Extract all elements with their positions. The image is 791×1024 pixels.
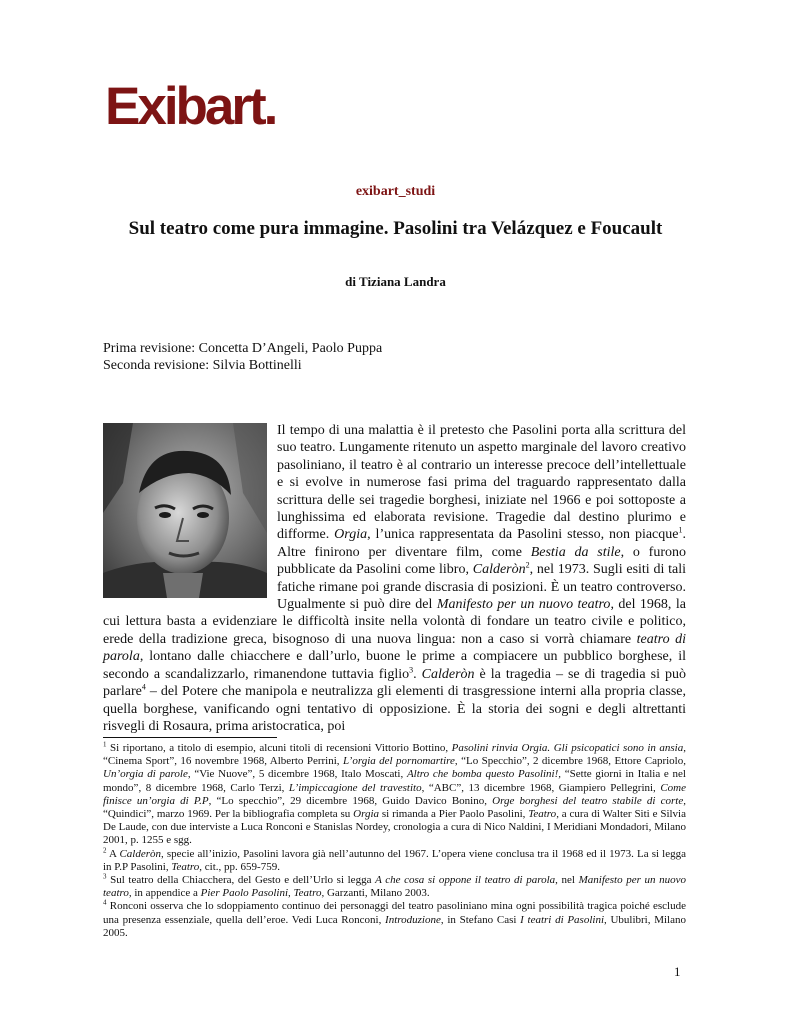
page-number: 1	[674, 964, 681, 979]
footnote-ref-2[interactable]: 2	[525, 560, 530, 570]
footnote-ref-3[interactable]: 3	[409, 665, 414, 675]
footnote-3: $^3$ Sul teatro della Chiacchera, del Gesto e dell’Urlo si legga A che cosa si oppone il teatro di parola, nel Manifesto per un nuovo teatro, in appendice a Pier Paolo Pasolini, Teatro, Garzanti, Milano 2003.	[103, 872, 686, 900]
footnote-ref-1[interactable]: 1	[678, 525, 683, 535]
body-paragraph: Il tempo di una malattia è il pretesto che Pasolini porta alla scrittura del suo teatro. Lungamente ritenuto un aspetto marginale del lavoro creativo pasoliniano, il teatro è al contrario un interesse precoce dell’intellettuale e si evolve in numerose fasi prima del traguardo rappresentato dalla scrittura delle sei tragedie borghesi, iniziate nel 1966 e poi sottoposte a lunghissima ed elaborata revisione. Tragedie dal destino plurimo e difforme. Orgia, l’unica rappresentata da Pasolini stesso, non piacque$^1$. Altre finirono per diventare film, come Bestia da stile, o furono pubblicate da Pasolini come libro, Calderòn$^2$, nel 1973. Sugli esiti di tali fatiche rimane poi grande discrasia di posizioni. È un teatro controverso. Ugualmente si può dire del Manifesto per un nuovo teatro, del 1968, la cui lettura basta a evidenziare le difficoltà insite nella volontà di fondare un teatro civile e politico, erede della tradizione greca, bisognoso di una nuova lingua: non a caso si vorrà chiamare teatro di parola, lontano dalle chiacchere e dall’urlo, buone le prime a compiacere un pubblico borghese, il secondo a scandalizzarlo, rimanendone tuttavia figlio$^3$. Calderòn è la tragedia – se di tragedia si può parlare$^4$ – del Potere che manipola e neutralizza gli elementi di trasgressione interni alla propria classe, quella borghese, vanificando ogni tentativo di opposizione. È la storia dei sogni e degli altrettanti risvegli di Rosaura, prima aristocratica, poi	[103, 423, 687, 734]
first-revision: Prima revisione: Concetta D’Angeli, Paolo Puppa	[103, 341, 383, 356]
footnotes-block	[103, 742, 686, 940]
footnote-divider	[103, 737, 277, 738]
exibart-logo: Exibart.	[105, 77, 276, 136]
footnote-1: $^1$ Si riportano, a titolo di esempio, alcuni titoli di recensioni Vittorio Bottino, Pasolini rinvia Orgia. Gli psicopatici sono in ansia, “Cinema Sport”, 16 novembre 1968, Alberto Perrini, L’orgia del pornomartire, “Lo Specchio”, 2 dicembre 1968, Ettore Capriolo, Un’orgia di parole, “Vie Nuove”, 5 dicembre 1968, Italo Moscati, Altro che bomba questo Pasolini!, “Sette giorni in Italia e nel mondo”, 8 dicembre 1968, Carlo Terzi, L’impiccagione del travestito, “ABC”, 13 dicembre 1968, Giampiero Pellegrini, Come finisce un’orgia di P.P, “Lo specchio”, 29 dicembre 1968, Guido Davico Bonino, Orge borghesi del teatro stabile di corte, “Quindici”, marzo 1969. Per la bibliografia completa su Orgia si rimanda a Pier Paolo Pasolini, Teatro, a cura di Walter Siti e Silvia De Laude, con due interviste a Luca Ronconi e Stanislas Nordey, cronologia a cura di Nico Naldini, I Meridiani Mondadori, Milano 2001, p. 1255 e sgg.	[103, 740, 686, 847]
photo-spacer	[103, 422, 277, 604]
footnote-2: $^2$ A Calderòn, specie all’inizio, Pasolini lavora già nell’autunno del 1967. L’opera viene conclusa tra il 1968 ed il 1973. La si legga in P.P Pasolini, Teatro, cit., pp. 659-759.	[103, 845, 687, 873]
revisions-block	[103, 340, 382, 374]
article-title: Sul teatro come pura immagine. Pasolini tra Velázquez e Foucault	[128, 218, 663, 239]
series-label: exibart_studi	[355, 184, 436, 199]
second-revision: Seconda revisione: Silvia Bottinelli	[103, 358, 302, 373]
footnote-4: $^4$ Ronconi osserva che lo sdoppiamento continuo dei personaggi del teatro pasoliniano mina ogni possibilità tragica poiché esclude una presenza essenziale, quella dell’eroe. Vedi Luca Ronconi, Introduzione, in Stefano Casi I teatri di Pasolini, Ubulibri, Milano 2005.	[103, 898, 686, 939]
footnote-ref-4[interactable]: 4	[141, 682, 146, 692]
article-author: di Tiziana Landra	[345, 274, 446, 289]
